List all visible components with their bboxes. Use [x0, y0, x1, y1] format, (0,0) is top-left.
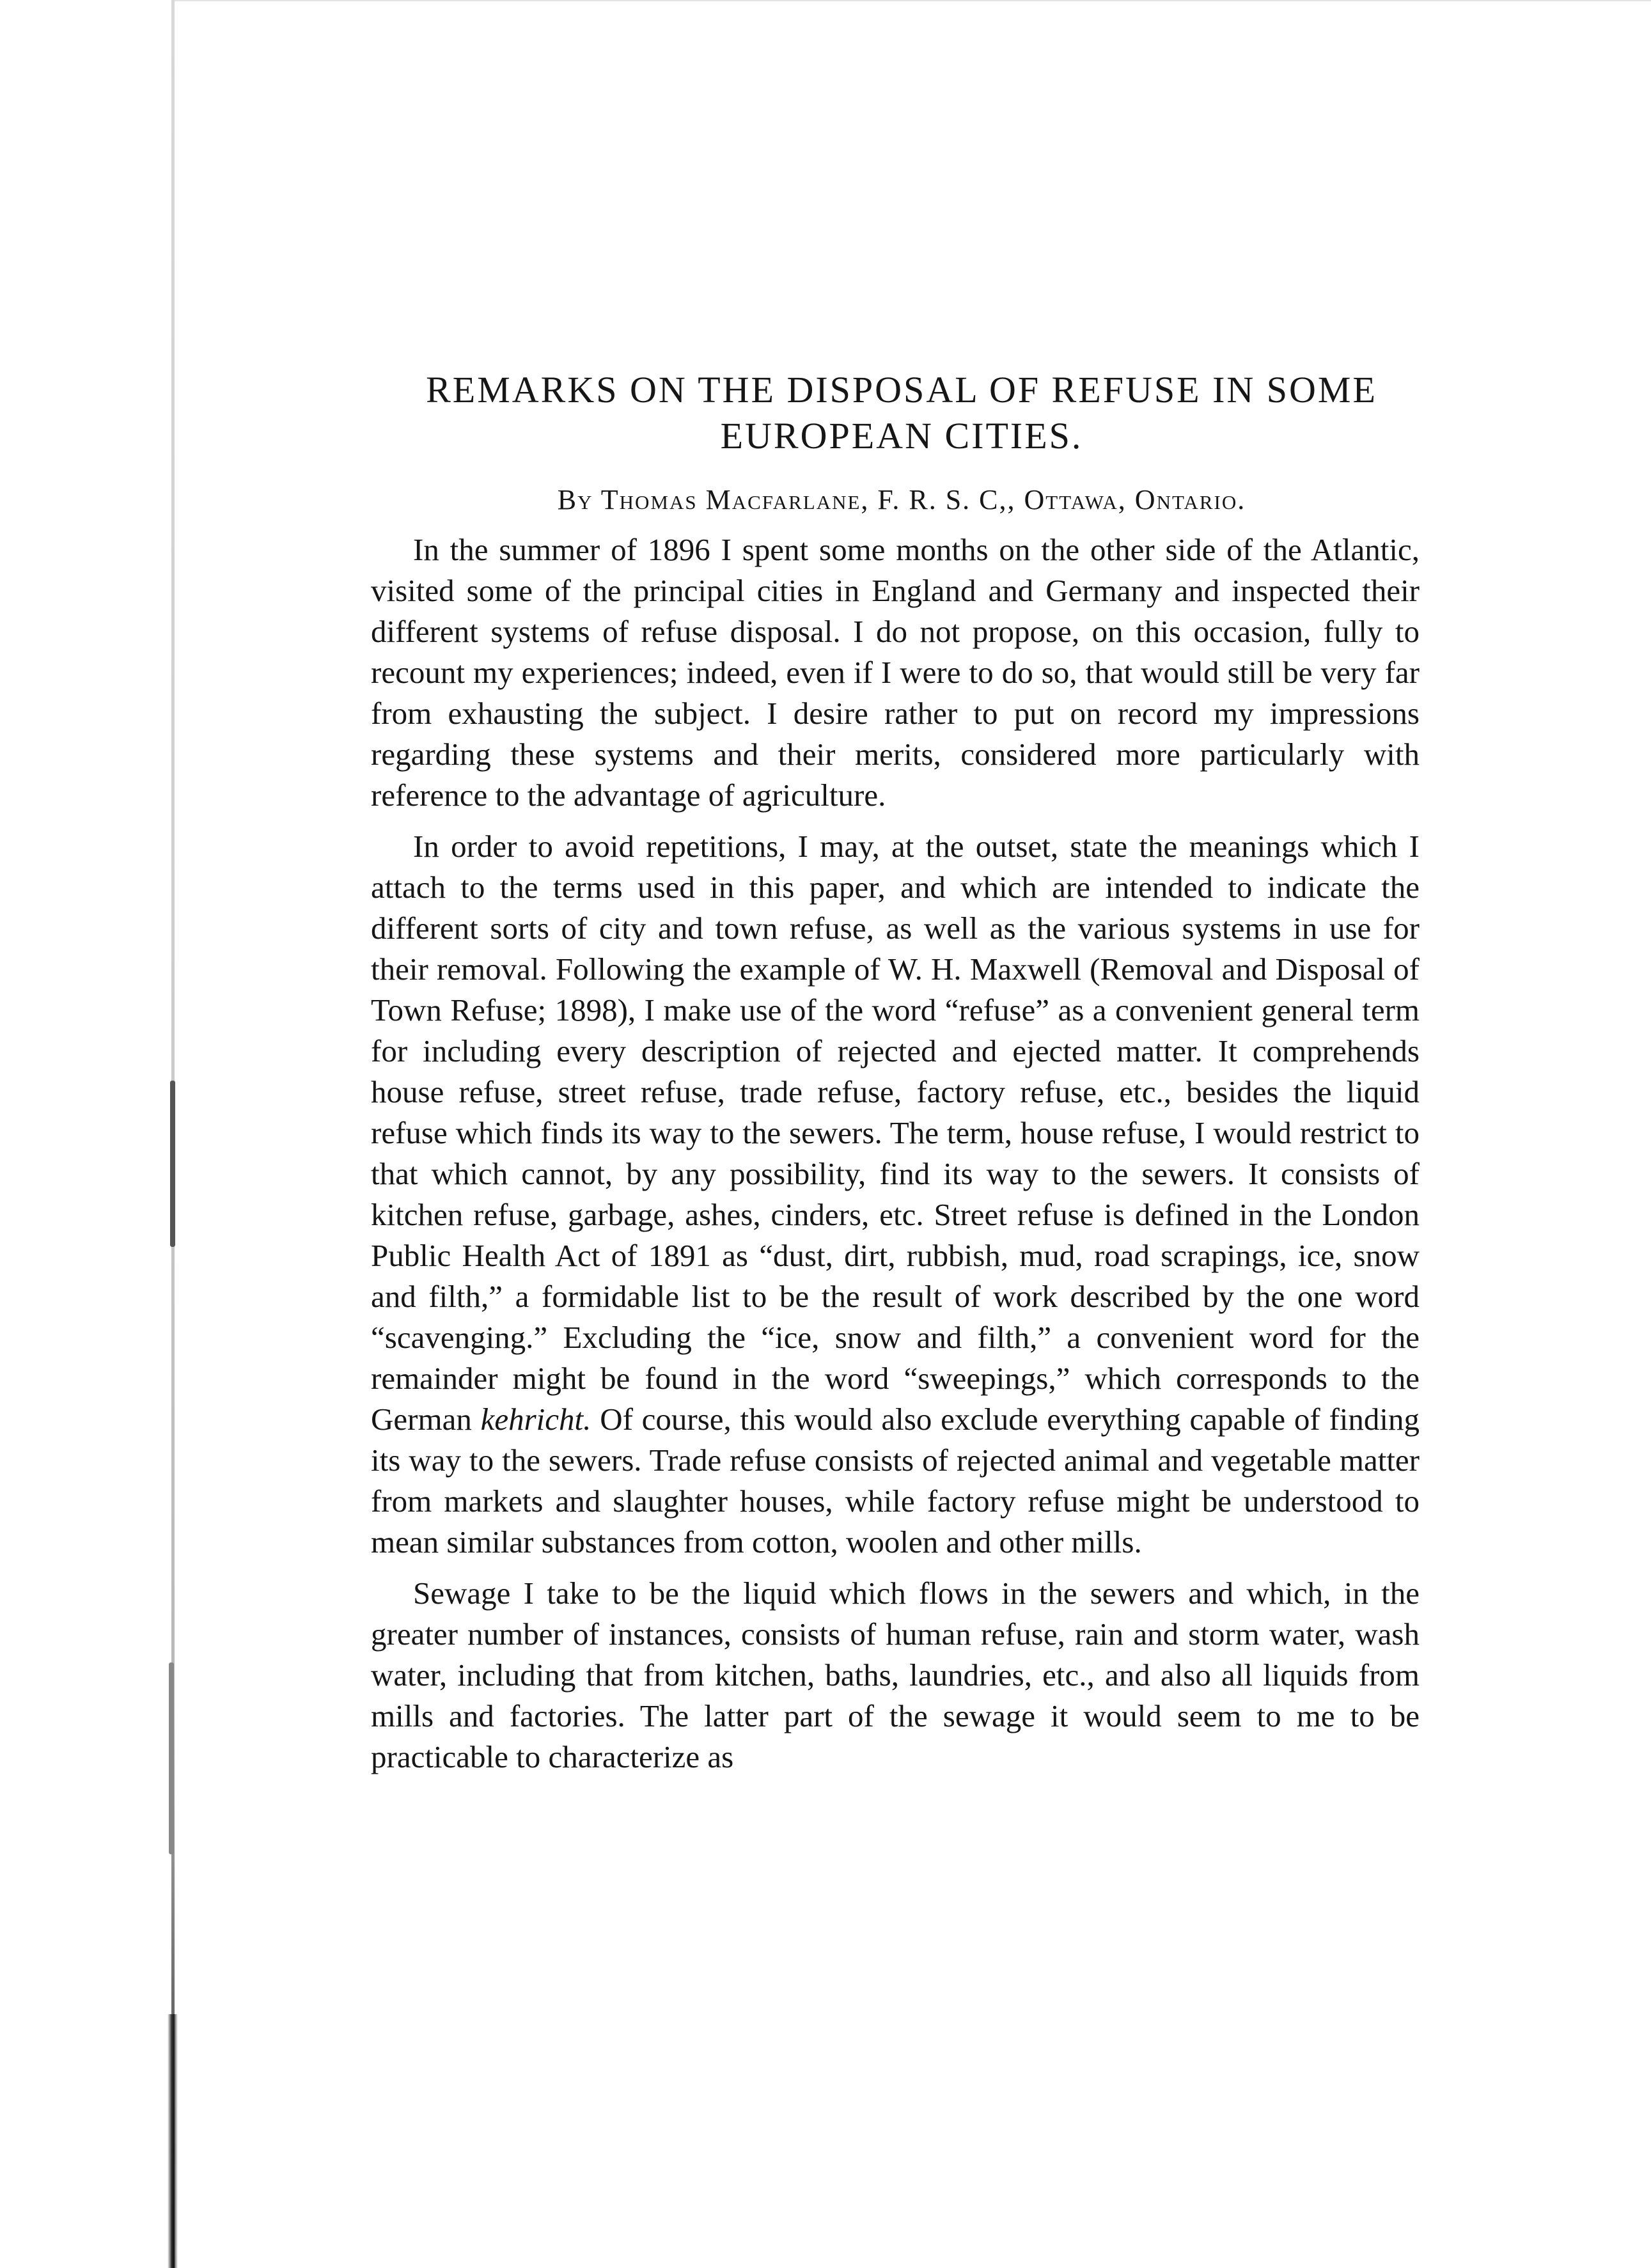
binding-mark: [170, 1081, 175, 1247]
paragraph-2-text-after: Of course, this would also exclude everything capable of finding its way to the sewers. Trade refuse consists of rejected animal and vegetable matter from markets and slaughter houses, while factory refuse might be understood to mean similar substances from cotton, woolen and other mills.: [371, 1402, 1420, 1560]
article-byline: By Thomas Macfarlane, F. R. S. C,, Ottawa, Ontario.: [557, 484, 1246, 515]
article-body: [371, 529, 1420, 1788]
binding-mark: [169, 1662, 174, 1854]
page-binding-shadow: [168, 2014, 178, 2268]
page-top-edge: [171, 0, 1651, 1]
paragraph-2: [371, 826, 1420, 1563]
paragraph-1: In the summer of 1896 I spent some months on the other side of the Atlantic, visited some of the principal cities in England and Germany and inspected their different systems of refuse disposal. I do not propose, on this occasion, fully to recount my experiences; indeed, even if I were to do so, that would still be very far from exhausting the subject. I desire rather to put on record my impressions regarding these systems and their merits, considered more particularly with reference to the advantage of agriculture.: [371, 532, 1420, 813]
paragraph-2-text-before: In order to avoid repetitions, I may, at the outset, state the meanings which I attach to the terms used in this paper, and which are intended to indicate the different sorts of city and town refuse, as well as the various systems in use for their removal. Following the example of W. H. Maxwell (Removal and Disposal of Town Refuse; 1898), I make use of the word “refuse” as a convenient general term for including every description of rejected and ejected matter. It comprehends house refuse, street refuse, trade refuse, factory refuse, etc., besides the liquid refuse which finds its way to the sewers. The term, house refuse, I would restrict to that which cannot, by any possibility, find its way to the sewers. It consists of kitchen refuse, garbage, ashes, cinders, etc. Street refuse is defined in the London Public Health Act of 1891 as “dust, dirt, rubbish, mud, road scrapings, ice, snow and filth,” a formidable list to be the result of work described by the one word “scavenging.” Excluding the “ice, snow and filth,” a convenient word for the remainder might be found in the word “sweepings,” which corresponds to the German: [371, 829, 1420, 1437]
paragraph-2-italic-term: kehricht.: [480, 1402, 591, 1437]
article-title: REMARKS ON THE DISPOSAL OF REFUSE IN SOME EUROPEAN CITIES.: [426, 369, 1377, 457]
paragraph-3: Sewage I take to be the liquid which flows in the sewers and which, in the greater number of instances, consists of human refuse, rain and storm water, wash water, including that from kitchen, baths, laundries, etc., and also all liquids from mills and factories. The latter part of the sewage it would seem to me to be practicable to characterize as: [371, 1576, 1420, 1774]
